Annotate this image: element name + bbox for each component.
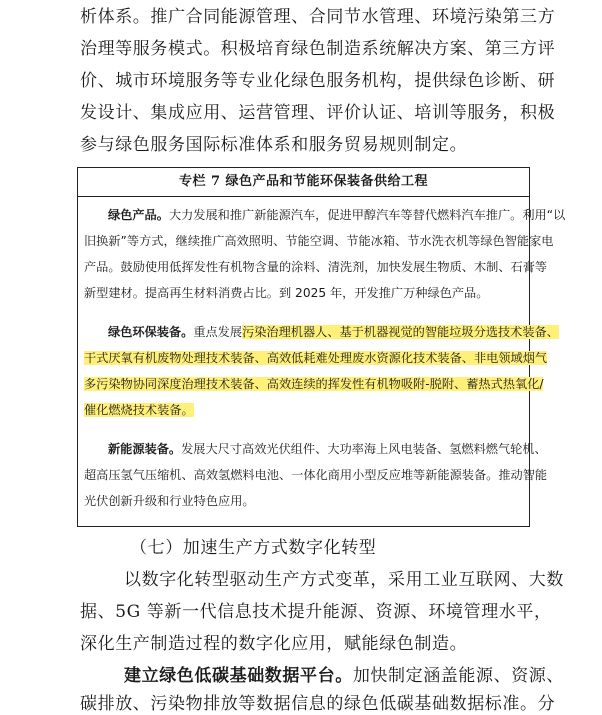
- paragraph-line: 以数字化转型驱动生产方式变革，采用工业互联网、大数: [124, 570, 564, 590]
- green-products-line: [84, 206, 566, 224]
- paragraph-line: 发设计、集成应用、运营管理、评价认证、培训等服务，积极: [80, 103, 556, 123]
- green-equipment-label: 绿色环保装备。: [108, 325, 194, 339]
- new-energy-line: 超高压氢气压缩机、高效氢燃料电池、一体化商用小型反应堆等新能源装备。推动智能: [84, 468, 548, 482]
- new-energy-label: 新能源装备。: [108, 442, 182, 456]
- green-equipment-line: [84, 349, 548, 367]
- green-products-line: 旧换新”等方式，继续推广高效照明、节能空调、节能冰箱、节水洗衣机等绿色智能家电: [84, 234, 554, 248]
- column-title: 专栏 7 绿色产品和节能环保装备供给工程: [78, 168, 529, 197]
- green-products-label: 绿色产品。: [108, 208, 169, 222]
- column-box: [77, 167, 566, 527]
- highlighted-text: 干式厌氧有机废物处理技术装备、高效低耗难处理废水资源化技术装备、非电领域烟气: [84, 351, 548, 365]
- paragraph-line: 治理等服务模式。积极培育绿色制造系统解决方案、第三方评: [80, 39, 556, 59]
- highlighted-text: 污染治理机器人、基于机器视觉的智能垃圾分选技术装备、: [242, 325, 559, 339]
- paragraph-line: 据、5G 等新一代信息技术提升能源、资源、环境管理水平，: [80, 602, 552, 622]
- highlighted-text: 催化燃烧技术装备。: [84, 403, 194, 417]
- new-energy-text: 发展大尺寸高效光伏组件、大功率海上风电装备、氢燃料燃气轮机、: [181, 442, 547, 456]
- paragraph-line: 参与绿色服务国际标准体系和服务贸易规则制定。: [80, 135, 468, 155]
- green-equipment-text: 重点发展: [193, 325, 243, 339]
- section-heading: （七）加速生产方式数字化转型: [130, 538, 377, 558]
- paragraph-text: 加快制定涵盖能源、资源、: [352, 666, 565, 686]
- green-equipment-line: [84, 401, 528, 419]
- paragraph-line: 析体系。推广合同能源管理、合同节水管理、环境污染第三方: [80, 7, 556, 27]
- paragraph-line: 碳排放、污染物排放等数据信息的绿色低碳基础数据标准。分: [80, 694, 556, 714]
- new-energy-line: [84, 440, 547, 458]
- green-equipment-line: [84, 375, 544, 393]
- green-products-text: 大力发展和推广新能源汽车，促进甲醇汽车等替代燃料汽车推广。利用“以: [168, 208, 566, 222]
- green-products-line: 新型建材。提高再生材料消费占比。到 2025 年，开发推广万种绿色产品。: [84, 286, 489, 300]
- highlighted-text: 多污染物协同深度治理技术装备、高效连续的挥发性有机物吸附-脱附、蓄热式热氧化/: [84, 377, 544, 391]
- paragraph-line: [0, 665, 602, 687]
- paragraph-line: 价、城市环境服务等专业化绿色服务机构，提供绿色诊断、研: [80, 71, 556, 91]
- green-products-line: 产品。鼓励使用低挥发性有机物含量的涂料、清洗剂，加快发展生物质、木制、石膏等: [84, 260, 548, 274]
- green-equipment-line: [84, 323, 559, 341]
- paragraph-bold-lead: 建立绿色低碳基础数据平台。: [124, 666, 353, 686]
- paragraph-line: 深化生产制造过程的数字化应用，赋能绿色制造。: [80, 634, 468, 654]
- new-energy-line: 光伏创新升级和行业特色应用。: [84, 494, 255, 508]
